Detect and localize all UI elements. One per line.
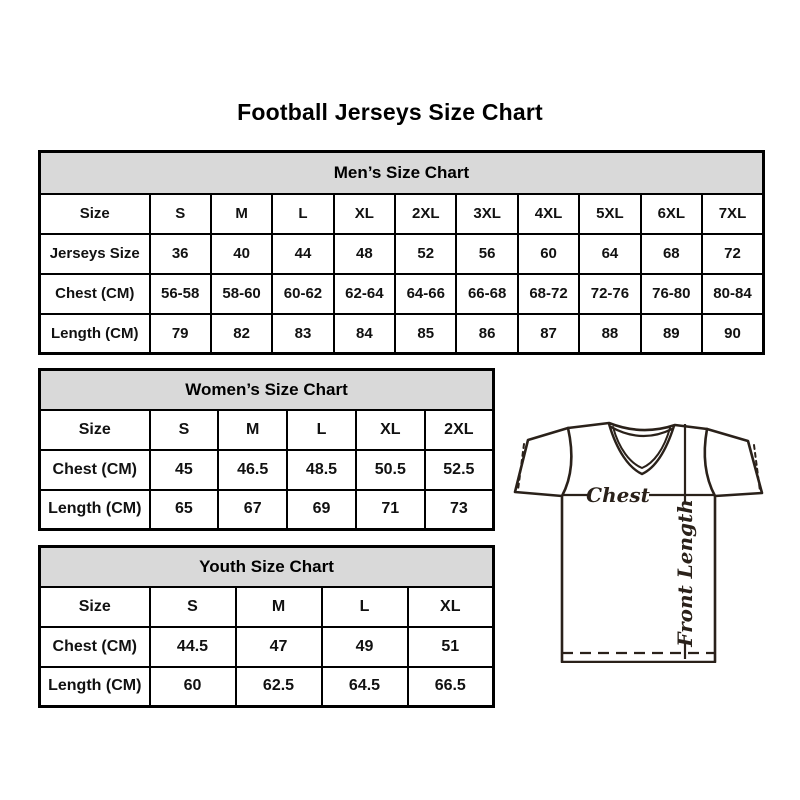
chest-label: Chest [586,483,650,507]
value-cell: 71 [356,490,425,530]
value-cell: 2XL [395,194,456,234]
table-row [40,274,764,314]
row-label-cell: Chest (CM) [40,450,150,490]
value-cell: S [150,587,236,627]
value-cell: 44.5 [150,627,236,667]
value-cell: 6XL [641,194,702,234]
value-cell: 68-72 [518,274,579,314]
value-cell: M [211,194,272,234]
table-header-row [40,152,764,194]
value-cell: 45 [150,450,219,490]
value-cell: 2XL [425,410,494,450]
value-cell: 64 [579,234,640,274]
value-cell: 73 [425,490,494,530]
value-cell: 90 [702,314,763,354]
value-cell: 46.5 [218,450,287,490]
value-cell: 60 [518,234,579,274]
value-cell: L [287,410,356,450]
value-cell: XL [356,410,425,450]
table-header-row [40,370,494,410]
value-cell: 49 [322,627,408,667]
front-length-label: Front Length [673,499,697,647]
value-cell: 58-60 [211,274,272,314]
value-cell: 79 [150,314,211,354]
value-cell: 64-66 [395,274,456,314]
row-label-cell: Length (CM) [40,314,150,354]
row-label-cell: Length (CM) [40,667,150,707]
table-row [40,234,764,274]
table-row [40,410,494,450]
row-label-cell: Chest (CM) [40,627,150,667]
table-row [40,314,764,354]
value-cell: 87 [518,314,579,354]
jersey-outline [515,423,762,662]
row-label-cell: Chest (CM) [40,274,150,314]
table-row [40,627,494,667]
value-cell: 72 [702,234,763,274]
value-cell: 44 [272,234,333,274]
value-cell: 3XL [456,194,517,234]
row-label-cell: Jerseys Size [40,234,150,274]
value-cell: 36 [150,234,211,274]
value-cell: 68 [641,234,702,274]
value-cell: 65 [150,490,219,530]
value-cell: XL [408,587,494,627]
value-cell: XL [334,194,395,234]
table-header-row [40,547,494,587]
value-cell: 66.5 [408,667,494,707]
value-cell: 52.5 [425,450,494,490]
value-cell: M [218,410,287,450]
value-cell: 5XL [579,194,640,234]
table-row [40,450,494,490]
row-label-cell: Size [40,194,150,234]
value-cell: 48 [334,234,395,274]
row-label-cell: Length (CM) [40,490,150,530]
value-cell: 40 [211,234,272,274]
value-cell: 83 [272,314,333,354]
value-cell: S [150,410,219,450]
value-cell: 56-58 [150,274,211,314]
value-cell: 56 [456,234,517,274]
value-cell: M [236,587,322,627]
value-cell: 4XL [518,194,579,234]
value-cell: 85 [395,314,456,354]
value-cell: 48.5 [287,450,356,490]
value-cell: 66-68 [456,274,517,314]
value-cell: L [272,194,333,234]
value-cell: 60 [150,667,236,707]
value-cell: 51 [408,627,494,667]
value-cell: 84 [334,314,395,354]
value-cell: 69 [287,490,356,530]
value-cell: 80-84 [702,274,763,314]
youth-table-title: Youth Size Chart [40,547,494,587]
value-cell: 52 [395,234,456,274]
table-row [40,587,494,627]
value-cell: 62.5 [236,667,322,707]
table-row [40,194,764,234]
value-cell: L [322,587,408,627]
value-cell: 62-64 [334,274,395,314]
value-cell: 72-76 [579,274,640,314]
mens-table-title: Men’s Size Chart [40,152,764,194]
value-cell: 76-80 [641,274,702,314]
value-cell: 67 [218,490,287,530]
mens-size-table [38,150,765,355]
value-cell: 60-62 [272,274,333,314]
value-cell: S [150,194,211,234]
table-row [40,667,494,707]
youth-size-table [38,545,495,708]
value-cell: 89 [641,314,702,354]
row-label-cell: Size [40,587,150,627]
jersey-measurement-diagram [505,413,775,663]
page-title: Football Jerseys Size Chart [237,99,543,125]
value-cell: 64.5 [322,667,408,707]
womens-table-title: Women’s Size Chart [40,370,494,410]
value-cell: 47 [236,627,322,667]
value-cell: 82 [211,314,272,354]
table-row [40,490,494,530]
row-label-cell: Size [40,410,150,450]
value-cell: 86 [456,314,517,354]
value-cell: 7XL [702,194,763,234]
value-cell: 50.5 [356,450,425,490]
value-cell: 88 [579,314,640,354]
womens-size-table [38,368,495,531]
